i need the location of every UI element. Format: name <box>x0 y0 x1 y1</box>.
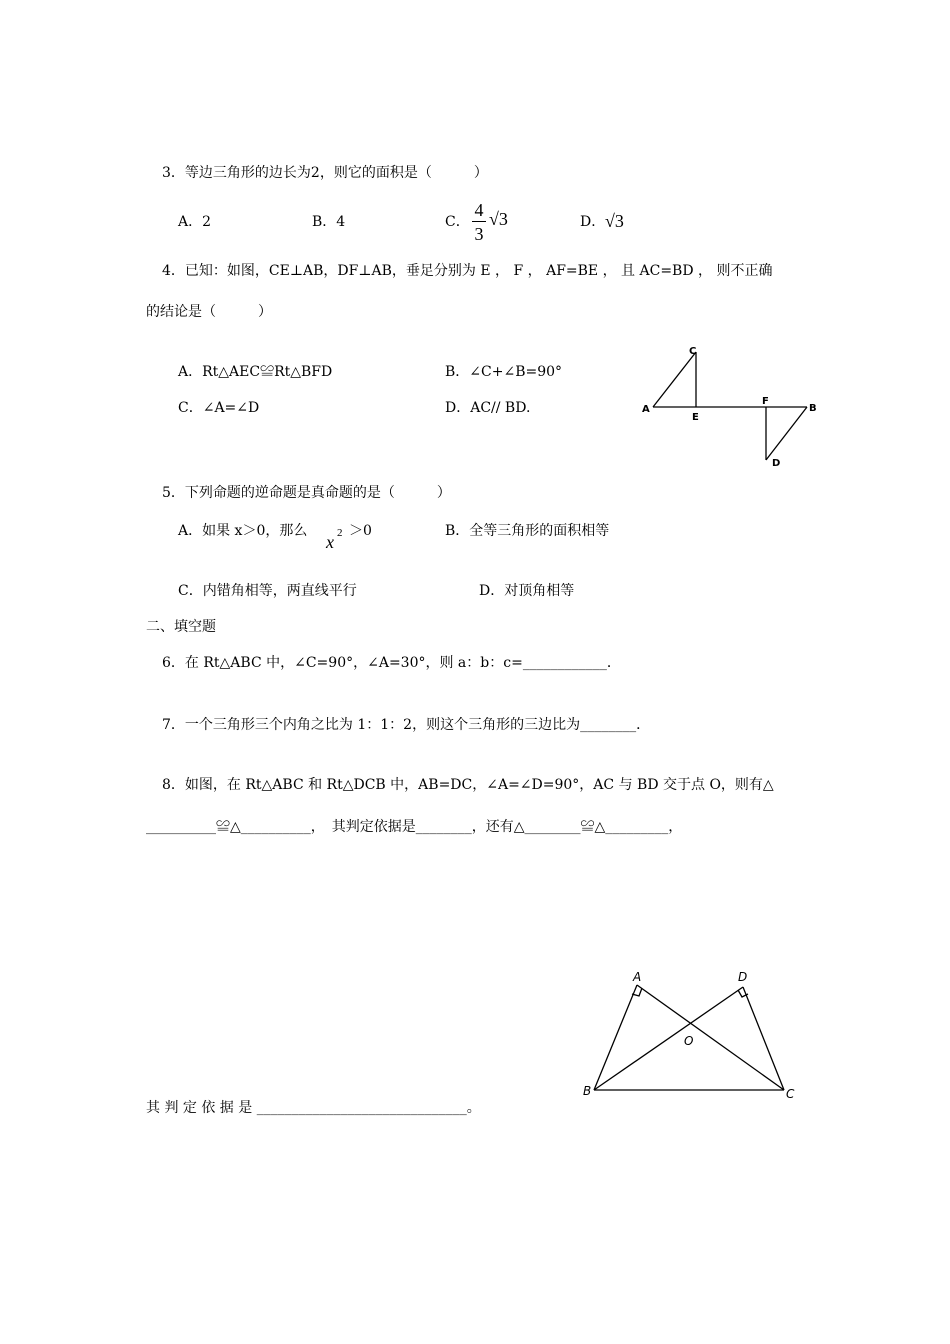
q8-figure <box>580 966 810 1106</box>
q4-label-e: E <box>692 412 699 423</box>
q3-stem: 3．等边三角形的边长为2，则它的面积是（ ） <box>162 165 488 181</box>
q3-option-a[interactable]: A．2 <box>178 214 212 230</box>
q7-text: 7．一个三角形三个内角之比为 1：1：2，则这个三角形的三边比为________． <box>162 717 651 733</box>
q4-stem-line2: 的结论是（ ） <box>146 304 272 320</box>
q4-option-a[interactable]: A．Rt△AEC≌Rt△BFD <box>178 364 333 380</box>
q5-stem: 5．下列命题的逆命题是真命题的是（ ） <box>162 485 451 501</box>
q5-option-a-exponent: 2 <box>337 527 343 539</box>
q3-option-d-radical: √3 <box>605 211 624 231</box>
q8-segment-dc <box>743 987 784 1090</box>
q8-text-line1: 8．如图，在 Rt△ABC 和 Rt△DCB 中，AB=DC，∠A=∠D=90°，AC 与 BD 交于点 O，则有△ <box>162 777 774 793</box>
q5-option-b[interactable]: B．全等三角形的面积相等 <box>445 523 610 539</box>
q8-segment-ab <box>594 985 637 1090</box>
q8-text-line2: __________≌△__________， 其判定依据是________，还有△________≌△_________， <box>146 819 683 835</box>
q5-option-d[interactable]: D．对顶角相等 <box>479 583 575 599</box>
q4-segment-ac <box>653 352 696 407</box>
q3-option-c-fraction-bar <box>472 221 486 222</box>
q8-label-a: A <box>633 970 642 984</box>
q8-label-b: B <box>583 1084 592 1098</box>
q3-option-d-label[interactable]: D． <box>580 214 606 230</box>
q8-label-d: D <box>738 970 748 984</box>
q4-option-b[interactable]: B．∠C+∠B=90° <box>445 364 563 380</box>
q3-option-c-label[interactable]: C． <box>445 214 470 230</box>
q4-option-c[interactable]: C．∠A=∠D <box>178 400 260 416</box>
q4-label-f: F <box>762 396 769 407</box>
q6-text: 6．在 Rt△ABC 中，∠C=90°，∠A=30°，则 a：b：c=____________． <box>162 655 621 671</box>
q4-label-d: D <box>772 458 781 469</box>
q3-option-b[interactable]: B．4 <box>312 214 346 230</box>
q3-option-c-radical: √3 <box>489 209 508 229</box>
q3-option-c-denominator: 3 <box>474 224 484 244</box>
q4-label-b: B <box>809 403 817 414</box>
q5-option-a-part1[interactable]: A．如果 x＞0，那么 <box>178 523 308 539</box>
q4-stem-line1: 4．已知：如图，CE⊥AB，DF⊥AB，垂足分别为 E ， F ， AF=BE ， 且 AC=BD ， 则不正确 <box>162 263 773 279</box>
q5-option-a-x: x <box>326 532 334 552</box>
q8-text-line3: 其 判 定 依 据 是 ______________________________。 <box>146 1100 481 1116</box>
q4-option-d[interactable]: D．AC// BD. <box>445 400 531 416</box>
q8-segment-db <box>594 987 743 1090</box>
q5-option-c[interactable]: C．内错角相等，两直线平行 <box>178 583 357 599</box>
q4-segment-bd <box>766 407 807 460</box>
q8-segment-ac <box>637 985 784 1090</box>
q4-figure <box>640 342 840 472</box>
q8-label-o: O <box>684 1034 694 1048</box>
section2-title: 二、填空题 <box>146 619 216 635</box>
q4-label-a: A <box>642 404 650 415</box>
q4-label-c: C <box>689 346 697 357</box>
q8-label-c: C <box>786 1087 795 1101</box>
q5-option-a-part2: ＞0 <box>349 523 372 539</box>
q3-option-c-numerator: 4 <box>474 200 484 220</box>
